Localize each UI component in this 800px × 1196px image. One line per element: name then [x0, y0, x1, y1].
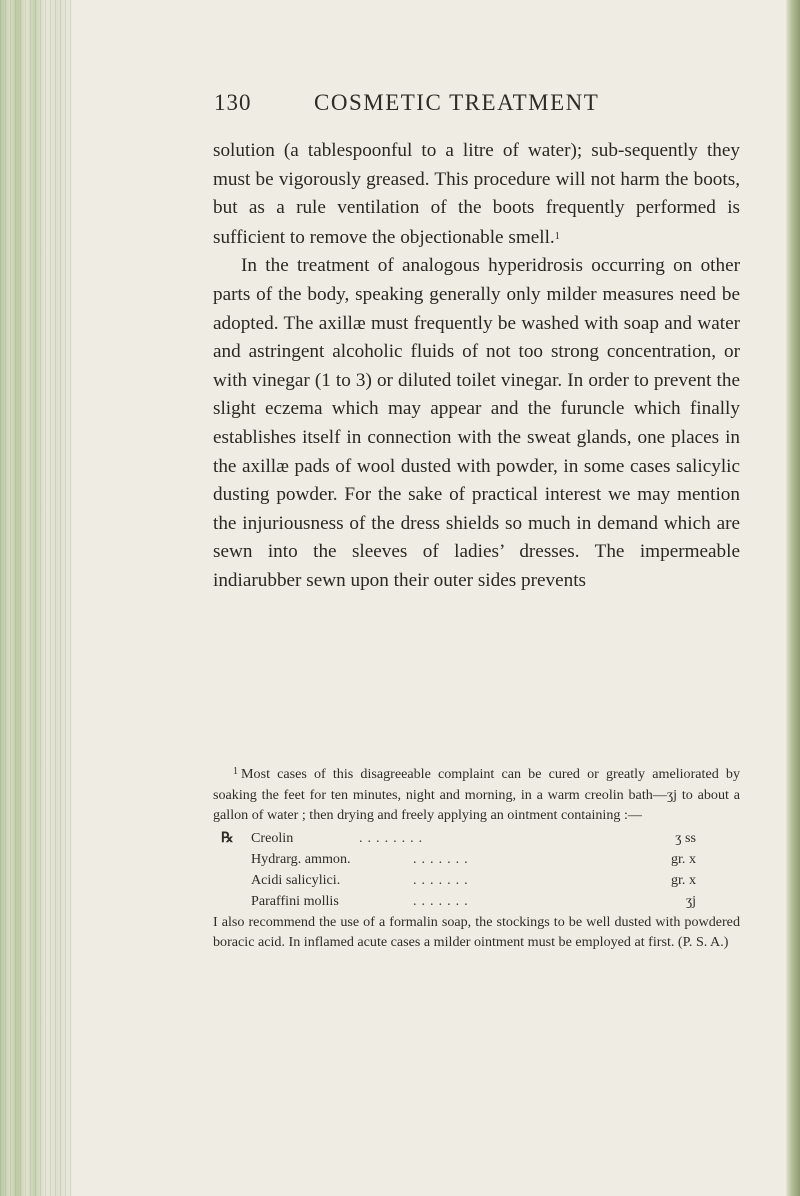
ingredient-quantity: ʒ ss: [675, 829, 696, 846]
prescription-row: [213, 849, 740, 869]
leader-dots: ........: [359, 829, 428, 846]
paragraph-2: In the treatment of analogous hyperidrosis occurring on other parts of the body, speaking generally only milder measures need be adopted. The axillæ must frequently be washed with soap and water and astringent alcoholic fluids of not too strong concentration, or with vinegar (1 to 3) or diluted toilet vinegar. In order to prevent the slight eczema which may appear and the furuncle which finally establishes itself in connection with the sweat glands, one places in the axillæ pads of wool dusted with powder, in some cases salicylic dusting powder. For the sake of practical interest we may mention the injuriousness of the dress shields so much in demand which are sewn into the sleeves of ladies’ dresses. The impermeable indiarubber sewn upon their outer sides prevents: [213, 255, 740, 591]
ingredient-name: Creolin: [251, 829, 294, 846]
paragraph-1: [213, 137, 740, 252]
running-head: COSMETIC TREATMENT: [314, 90, 600, 115]
prescription-row: [213, 870, 740, 890]
footnote-closing: I also recommend the use of a formalin soap, the stockings to be well dusted with powdered boracic acid. In inflamed acute cases a milder ointment must be employed at first. (P. S. A.): [213, 913, 740, 951]
page-header: [214, 90, 634, 120]
ingredient-quantity: ʒj: [685, 892, 696, 909]
body-text: [213, 137, 740, 596]
footnote-reference: 1: [554, 230, 560, 242]
ingredient-name: Hydrarg. ammon.: [251, 850, 351, 867]
prescription: [213, 828, 740, 911]
leader-dots: .......: [413, 871, 473, 888]
ingredient-name: Acidi salicylici.: [251, 871, 341, 888]
leader-dots: .......: [413, 892, 473, 909]
footnote: [213, 762, 740, 953]
paragraph-1-text: solution (a tablespoonful to a litre of water); sub-sequently they must be vigorously greased. This procedure will not harm the boots, but as a rule ventilation of the boots frequently performed is sufficient to remove the objectionable smell.: [213, 140, 740, 248]
footnote-intro-text: Most cases of this disagreeable complaint can be cured or greatly ameliorated by soaking the feet for ten minutes, night and morning, in a warm creolin bath—ʒj to about a gallon of water ; then drying and freely applying an ointment containing :—: [213, 766, 740, 824]
leader-dots: .......: [413, 850, 473, 867]
page-edge: [786, 0, 800, 1196]
binding-gutter: [0, 0, 72, 1196]
footnote-intro: [213, 762, 740, 826]
footnote-marker: 1: [233, 766, 238, 777]
prescription-row: [213, 828, 740, 848]
prescription-row: [213, 891, 740, 911]
ingredient-quantity: gr. x: [670, 850, 696, 867]
ingredient-name: Paraffini mollis: [251, 892, 339, 909]
ingredient-quantity: gr. x: [670, 871, 696, 888]
recipe-symbol: ℞: [221, 829, 234, 846]
page-number: 130: [214, 90, 252, 115]
